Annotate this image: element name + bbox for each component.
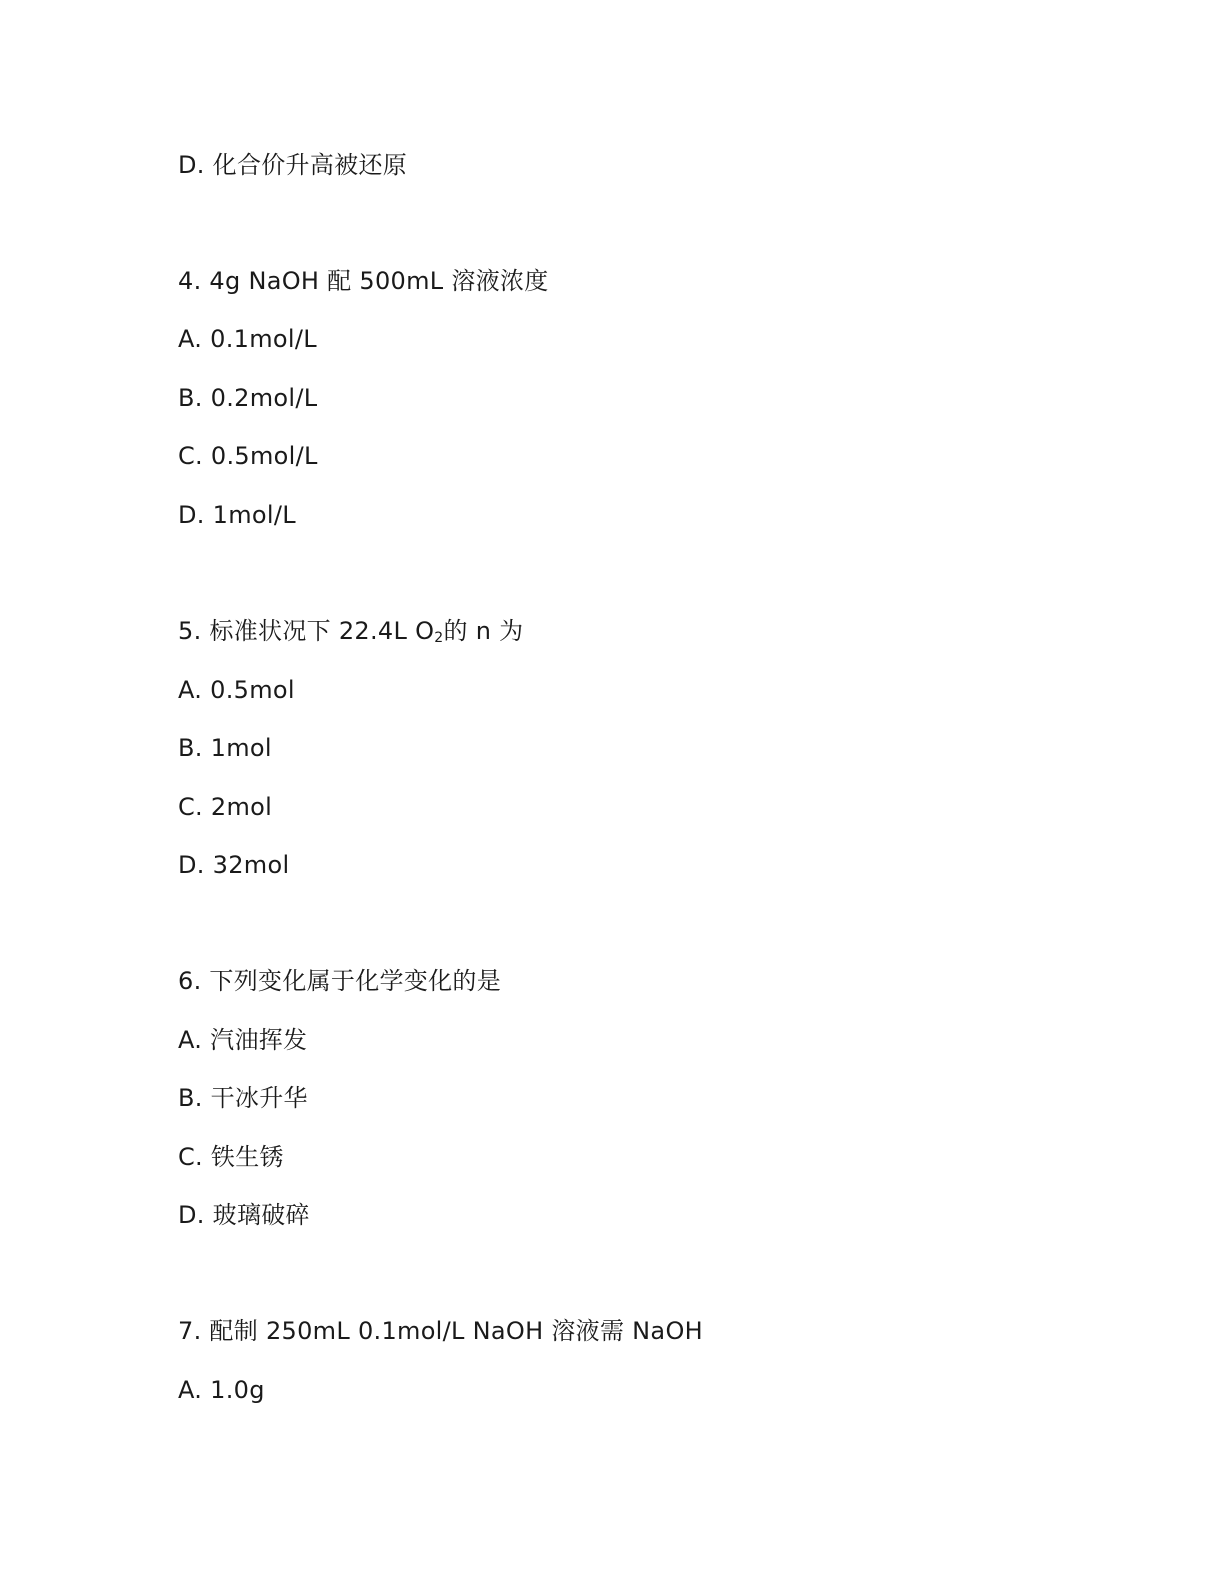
q5-stem-subscript: 2	[434, 630, 444, 646]
q5-option-b: B. 1mol	[178, 734, 272, 762]
q6-stem: 6. 下列变化属于化学变化的是	[178, 967, 502, 995]
q5-option-a: A. 0.5mol	[178, 676, 295, 704]
q4-option-a: A. 0.1mol/L	[178, 325, 317, 353]
q5-stem	[178, 616, 523, 653]
q6-option-b: B. 干冰升华	[178, 1084, 308, 1112]
q7-option-a: A. 1.0g	[178, 1376, 265, 1404]
q7-stem: 7. 配制 250mL 0.1mol/L NaOH 溶液需 NaOH	[178, 1317, 703, 1345]
q5-option-c: C. 2mol	[178, 793, 273, 821]
q4-option-c: C. 0.5mol/L	[178, 442, 318, 470]
q4-option-d: D. 1mol/L	[178, 501, 296, 529]
q6-option-c: C. 铁生锈	[178, 1143, 284, 1171]
q5-stem-suffix: 的 n 为	[443, 617, 524, 645]
q4-option-b: B. 0.2mol/L	[178, 384, 318, 412]
q6-option-d: D. 玻璃破碎	[178, 1201, 310, 1229]
q6-option-a: A. 汽油挥发	[178, 1026, 308, 1054]
q5-option-d: D. 32mol	[178, 851, 290, 879]
q3-option-d: D. 化合价升高被还原	[178, 151, 408, 179]
q4-stem: 4. 4g NaOH 配 500mL 溶液浓度	[178, 267, 549, 295]
q5-stem-prefix: 5. 标准状况下 22.4L O	[178, 617, 435, 645]
